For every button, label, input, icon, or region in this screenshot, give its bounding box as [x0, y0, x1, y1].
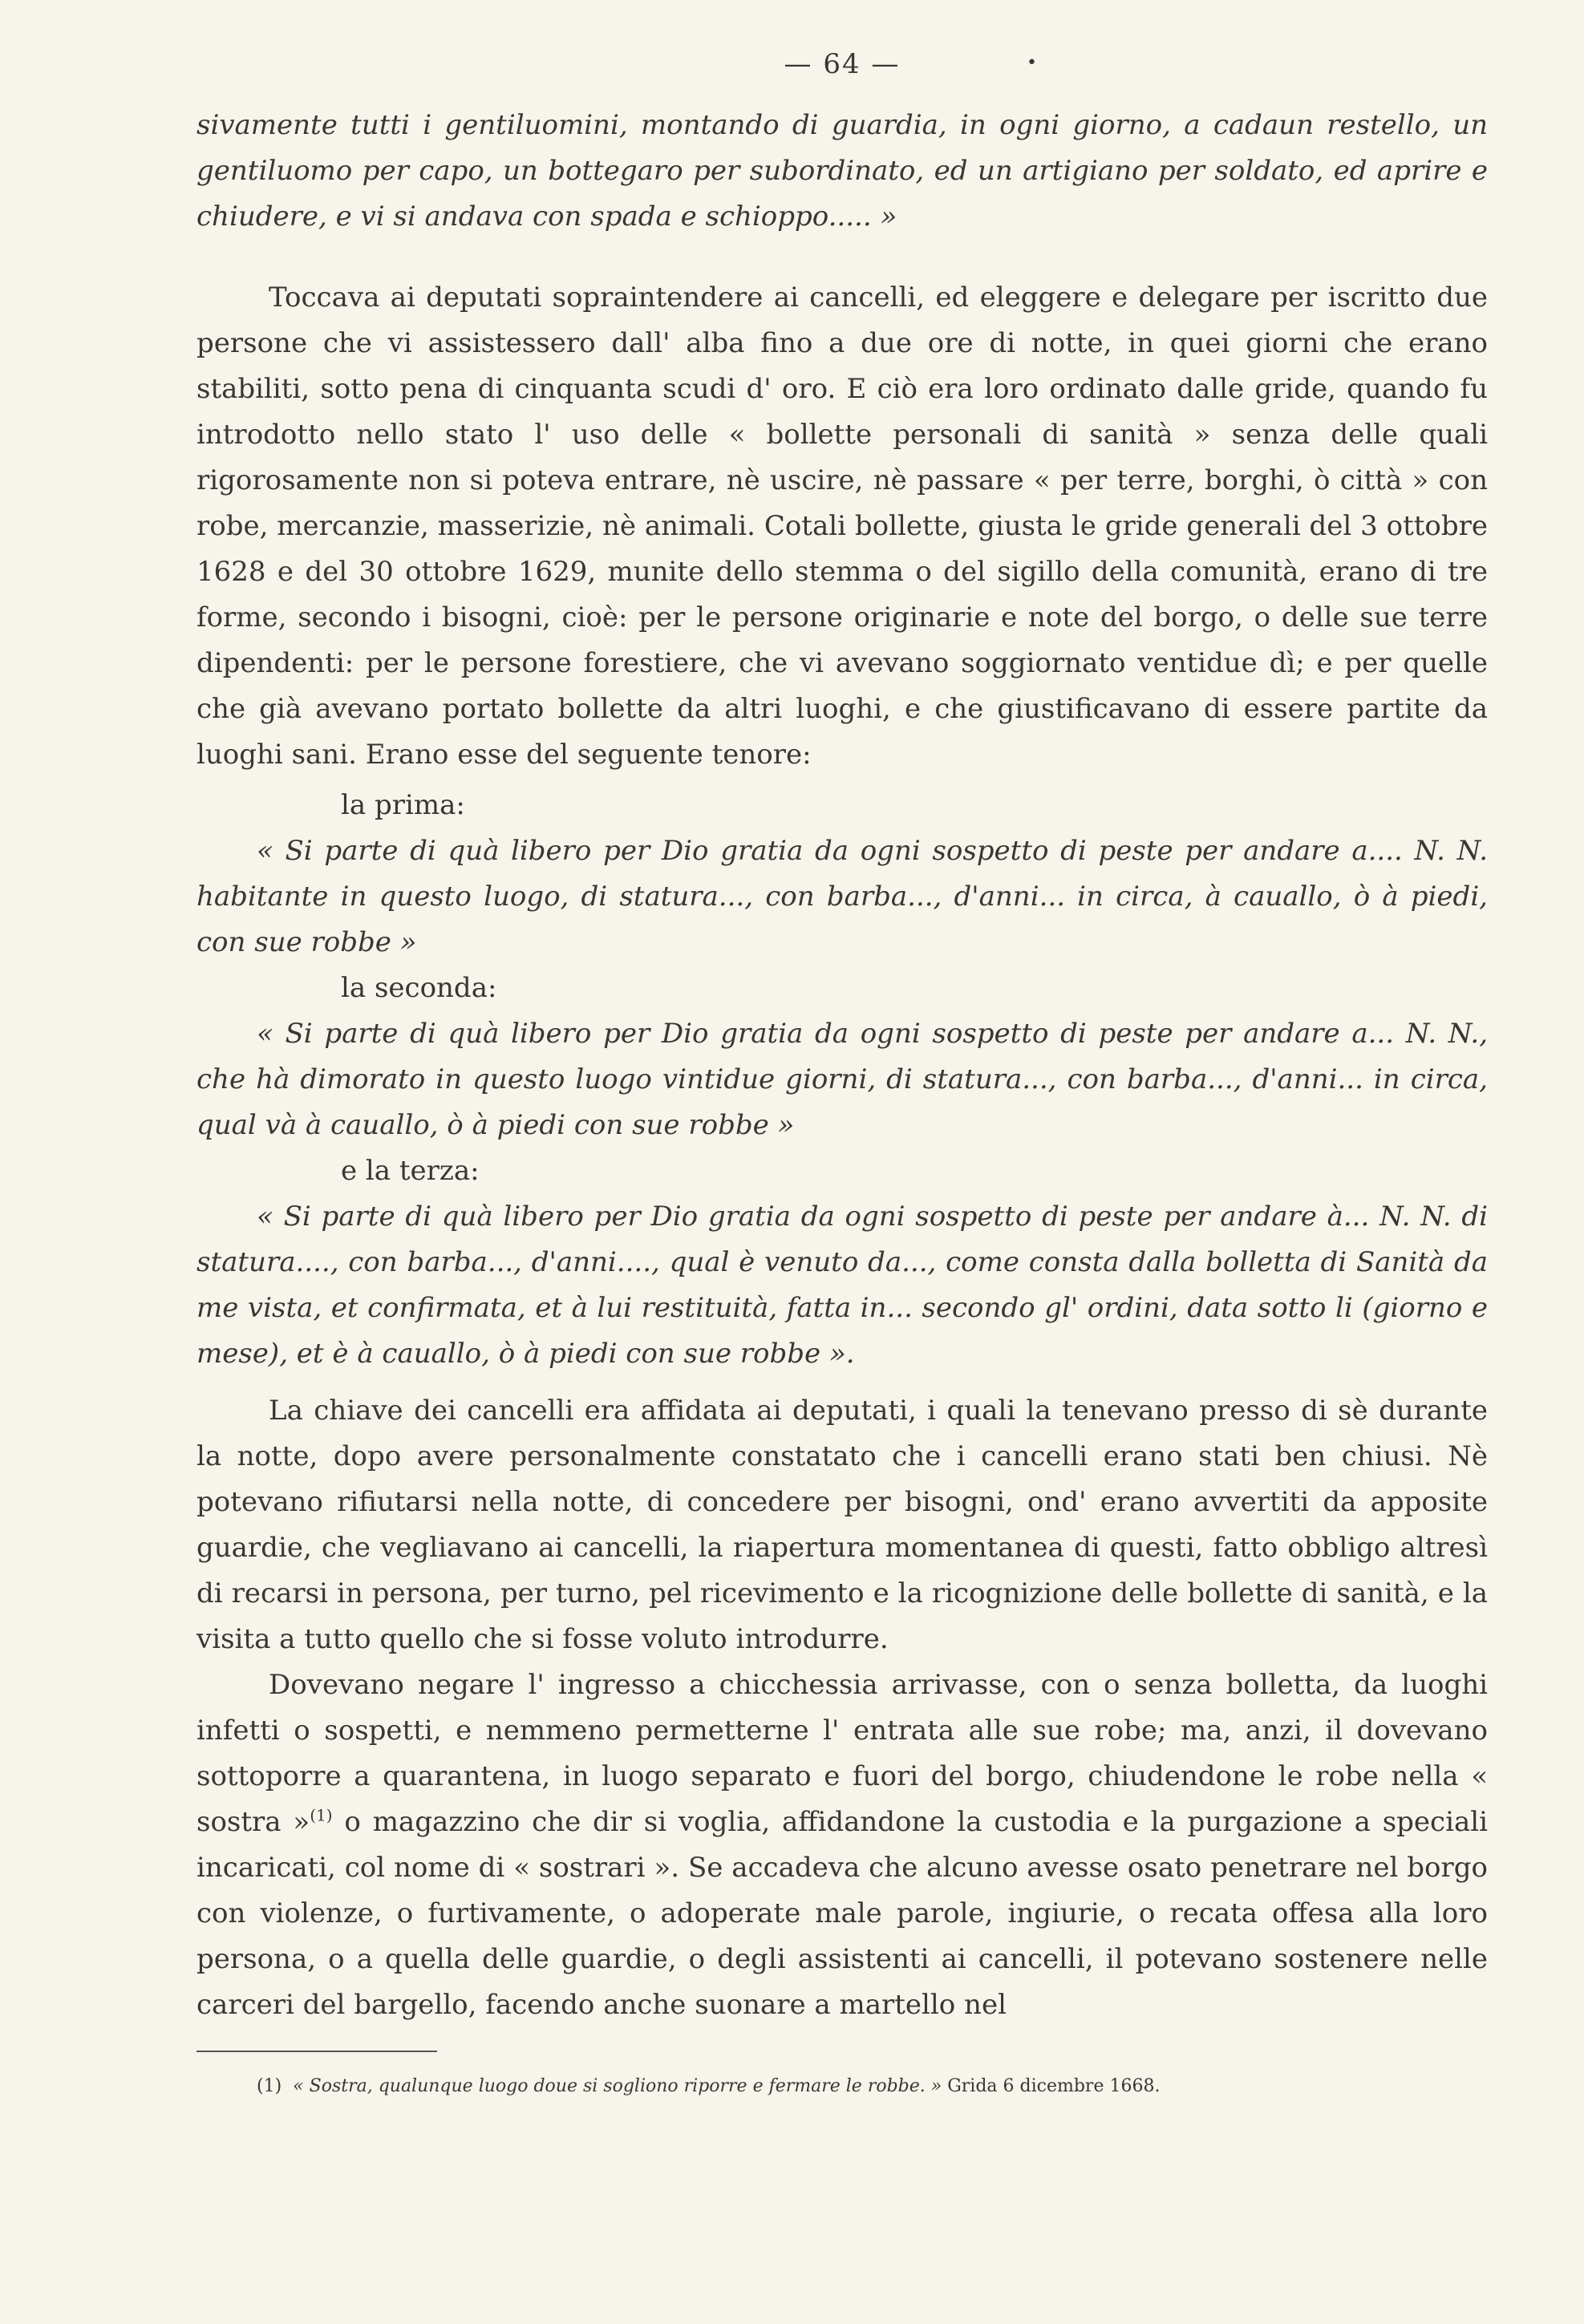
quote-3: « Si parte di quà libero per Dio gratia da ogni sospetto di peste per andare à... N. N. di statura...., con barba..., d'anni...., qual è venuto da..., come consta dalla bolletta di Sanità da me vista, et confirmata, et à lui restituità, fatta in... secondo gl' ordini, data sotto li (giorno e mese), et è à cauallo, ò à piedi con sue robbe ». — [196, 1200, 1488, 1370]
page-number — [196, 48, 1488, 80]
quote-intro-3: e la terza: — [341, 1155, 480, 1187]
paragraph-3-part-a: Dovevano negare l' ingresso a chicchessia arrivasse, con o senza bolletta, da luoghi infetti o sospetti, e nemmeno permetterne l' entrata alle sue robe; ma, anzi, il dovevano sottoporre a quarantena, in luogo separato e fuori del borgo, chiudendone le robe nella « sostra » — [196, 1669, 1488, 1838]
quote-1: « Si parte di quà libero per Dio gratia da ogni sospetto di peste per andare a.... N. N. habitante in questo luogo, di statura..., con barba..., d'anni... in circa, à cauallo, ò à piedi, con sue robbe » — [196, 835, 1488, 958]
footnote-divider — [196, 2051, 437, 2052]
page-number-text: — 64 — — [784, 48, 901, 80]
quote-intro-2: la seconda: — [341, 972, 497, 1004]
paragraph-3-part-b: o magazzino che dir si voglia, affidandone la custodia e la purgazione a speciali incaricati, col nome di « sostrari ». Se accadeva che alcuno avesse osato penetrare nel borgo con violenze, o furtivamente, o adoperate male parole, ingiurie, o recata offesa alla loro persona, o a quella delle guardie, o degli assistenti ai cancelli, il potevano sostenere nelle carceri del bargello, facendo anche suonare a martello nel — [196, 1806, 1488, 2021]
footnote-quote: « Sostra, qualunque luogo doue si sogliono riporre e fermare le robbe. » — [293, 2076, 942, 2096]
quote-2: « Si parte di quà libero per Dio gratia da ogni sospetto di peste per andare a... N. N., che hà dimorato in questo luogo vintidue giorni, di statura..., con barba..., d'anni... in circa, qual và à cauallo, ò à piedi con sue robbe » — [196, 1018, 1488, 1141]
footnote-source: Grida 6 dicembre 1668. — [942, 2076, 1161, 2096]
opening-quote: sivamente tutti i gentiluomini, montando di guardia, in ogni giorno, a cadaun restello, un gentiluomo per capo, un bottegaro per subordinato, ed un artigiano per soldato, ed aprire e chiudere, e vi si andava con spada e schioppo..... » — [196, 109, 1488, 233]
footnote-number: (1) — [257, 2076, 282, 2096]
paragraph-1: Toccava ai deputati sopraintendere ai cancelli, ed eleggere e delegare per iscritto due persone che vi assistessero dall' alba fino a due ore di notte, in quei giorni che erano stabiliti, sotto pena di cinquanta scudi d' oro. E ciò era loro ordinato dalle gride, quando fu introdotto nello stato l' uso delle « bollette personali di sanità » senza delle quali rigorosamente non si poteva entrare, nè uscire, nè passare « per terre, borghi, ò città » con robe, mercanzie, masserizie, nè animali. Cotali bollette, giusta le gride generali del 3 ottobre 1628 e del 30 ottobre 1629, munite dello stemma o del sigillo della comunità, erano di tre forme, secondo i bisogni, cioè: per le persone originarie e note del borgo, o delle sue terre dipendenti: per le persone forestiere, che vi avevano soggiornato ventidue dì; e per quelle che già avevano portato bollette da altri luoghi, e che giustificavano di essere partite da luoghi sani. Erano esse del seguente tenore: — [196, 281, 1488, 771]
footnote-reference: (1) — [310, 1805, 333, 1825]
paragraph-3 — [196, 1662, 1488, 2028]
footnote — [257, 2073, 1488, 2100]
quote-intro-1: la prima: — [341, 789, 465, 821]
paragraph-2: La chiave dei cancelli era affidata ai deputati, i quali la tenevano presso di sè durante la notte, dopo avere personalmente constatato che i cancelli erano stati ben chiusi. Nè potevano rifiutarsi nella notte, di concedere per bisogni, ond' erano avvertiti da apposite guardie, che vegliavano ai cancelli, la riapertura momentanea di questi, fatto obbligo altresì di recarsi in persona, per turno, pel ricevimento e la ricognizione delle bollette di sanità, e la visita a tutto quello che si fosse voluto introdurre. — [196, 1395, 1488, 1655]
page-mark: • — [1027, 53, 1039, 73]
page-body — [196, 48, 1488, 2100]
